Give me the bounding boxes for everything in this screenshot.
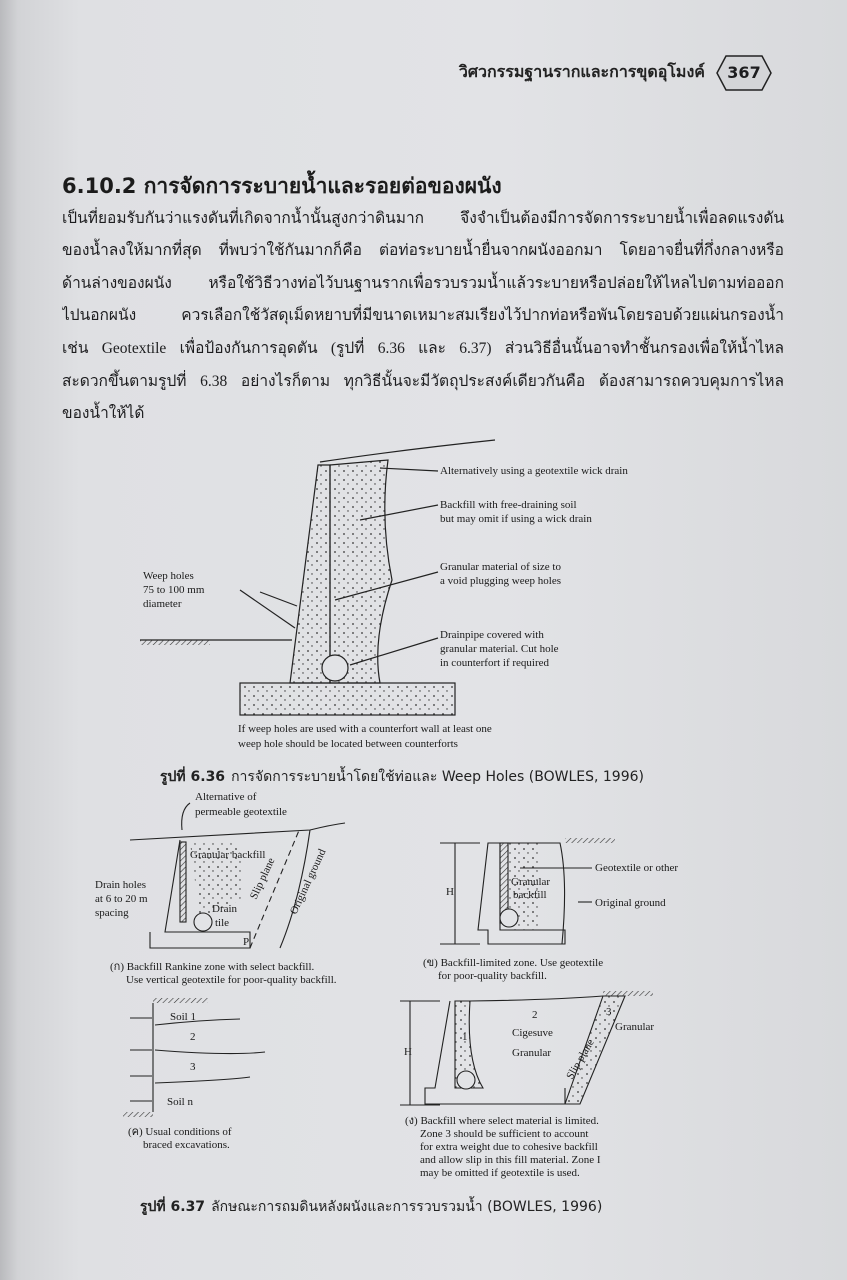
label: spacing (95, 907, 129, 919)
label-weep-holes: diameter (143, 598, 182, 610)
paragraph-line: ของน้ำให้ได้ (62, 405, 145, 422)
paragraph-line: ด้านล่างของผนัง หรือใช้วิธีวางท่อไว้บนฐานรากเพื่อรวบรวมน้ำแล้วระบายหรือปล่อยให้ไหลไปตามท่อออก (62, 275, 784, 292)
label: Slip plane (564, 1037, 597, 1082)
subcaption: for poor-quality backfill. (438, 970, 547, 982)
label-backfill: but may omit if using a wick drain (440, 513, 592, 525)
subcaption: braced excavations. (143, 1139, 230, 1151)
label: Cigesuve (512, 1027, 553, 1039)
label: Granular (615, 1021, 655, 1033)
label: Soil n (167, 1096, 193, 1108)
label: H (404, 1046, 412, 1058)
caption-text: ลักษณะการถมดินหลังผนังและการรวบรวมน้ำ (BOWLES, 1996) (211, 1199, 603, 1215)
page-number: 367 (727, 63, 761, 82)
label: Drain holes (95, 879, 147, 891)
paragraph-line: เป็นที่ยอมรับกันว่าแรงดันที่เกิดจากน้ำนั้นสูงกว่าดินมาก จึงจำเป็นต้องมีการจัดการระบายน้ำเพื่อลดแรงดัน (62, 210, 784, 227)
subcaption: may be omitted if geotextile is used. (420, 1167, 580, 1179)
figure-note: weep hole should be located between counterforts (238, 738, 458, 750)
label: Slip plane (247, 856, 278, 902)
section-title: 6.10.2 การจัดการระบายน้ำและรอยต่อของผนัง (62, 174, 502, 198)
label: backfill (513, 889, 547, 901)
label: Granular (512, 1047, 552, 1059)
label: 3 (190, 1061, 196, 1073)
label-drainpipe: Drainpipe covered with (440, 629, 544, 641)
label-drainpipe: in counterfort if required (440, 657, 550, 669)
caption-text: การจัดการระบายน้ำโดยใช้ท่อและ Weep Holes (BOWLES, 1996) (231, 769, 644, 785)
label: Soil 1 (170, 1011, 196, 1023)
label-backfill: Backfill with free-draining soil (440, 499, 577, 511)
label: permeable geotextile (195, 806, 287, 818)
subcaption: Zone 3 should be sufficient to account (420, 1128, 589, 1140)
label-wick: Alternatively using a geotextile wick drain (440, 465, 628, 477)
subcaption: for extra weight due to cohesive backfill (420, 1141, 598, 1153)
caption-number: รูปที่ 6.36 (160, 769, 226, 785)
subcaption: and allow slip in this fill material. Zone I (420, 1154, 601, 1166)
label: Drain (212, 903, 238, 915)
paragraph-line: ของน้ำลงให้มากที่สุด ที่พบว่าใช้กันมากก็คือ ต่อท่อระบายน้ำยื่นจากผนังออกมา โดยอาจยื่นที่กึ่งกลางหรือ (62, 242, 784, 259)
label-drainpipe: granular material. Cut hole (440, 643, 559, 655)
subcaption: (ค) Usual conditions of (128, 1126, 232, 1138)
label: Original ground (287, 847, 329, 917)
label-granular: a void plugging weep holes (440, 575, 561, 587)
paragraph-line: เช่น Geotextile เพื่อป้องกันการอุดตัน (รูปที่ 6.36 และ 6.37) ส่วนวิธีอื่นนั้นอาจทำชั้นกรองเพื่อให้น้ำไหล (62, 340, 784, 357)
label-granular: Granular material of size to (440, 561, 561, 573)
label: Granular (511, 876, 551, 888)
running-title: วิศวกรรมฐานรากและการขุดอุโมงค์ (458, 62, 705, 81)
label: Original ground (595, 897, 666, 909)
caption-number: รูปที่ 6.37 (140, 1199, 206, 1215)
subcaption: (ข) Backfill-limited zone. Use geotextile (423, 957, 604, 969)
label: 1 (462, 1031, 468, 1043)
label: 3 (606, 1006, 612, 1018)
figure-note: If weep holes are used with a counterfort wall at least one (238, 723, 492, 735)
label: 2 (190, 1031, 196, 1043)
paragraph-line: ไปนอกผนัง ควรเลือกใช้วัสดุเม็ดหยาบที่มีขนาดเหมาะสมเรียงไว้ปากท่อหรือพันโดยรอบด้วยแผ่นกรองน้ำ (62, 307, 784, 324)
label: Alternative of (195, 791, 257, 803)
label-weep-holes: 75 to 100 mm (143, 584, 205, 596)
label: 2 (532, 1009, 538, 1021)
subcaption: (ง) Backfill where select material is limited. (405, 1115, 599, 1127)
label: Granular backfill (190, 849, 266, 861)
label: H (446, 886, 454, 898)
figure-caption-6-36 (160, 766, 644, 788)
label: at 6 to 20 m (95, 893, 148, 905)
paragraph-line: สะดวกขึ้นตามรูปที่ 6.38 อย่างไรก็ตาม ทุกวิธีนั้นจะมีวัตถุประสงค์เดียวกันคือ ต้องสามารถควบคุมการไหล (62, 373, 784, 390)
label-weep-holes: Weep holes (143, 570, 194, 582)
subcaption: Use vertical geotextile for poor-quality backfill. (126, 974, 337, 986)
figure-caption-6-37 (140, 1196, 602, 1218)
subcaption: (ก) Backfill Rankine zone with select backfill. (110, 961, 315, 973)
label: P (243, 936, 250, 948)
label: tile (215, 917, 230, 929)
label: Geotextile or other (595, 862, 679, 874)
